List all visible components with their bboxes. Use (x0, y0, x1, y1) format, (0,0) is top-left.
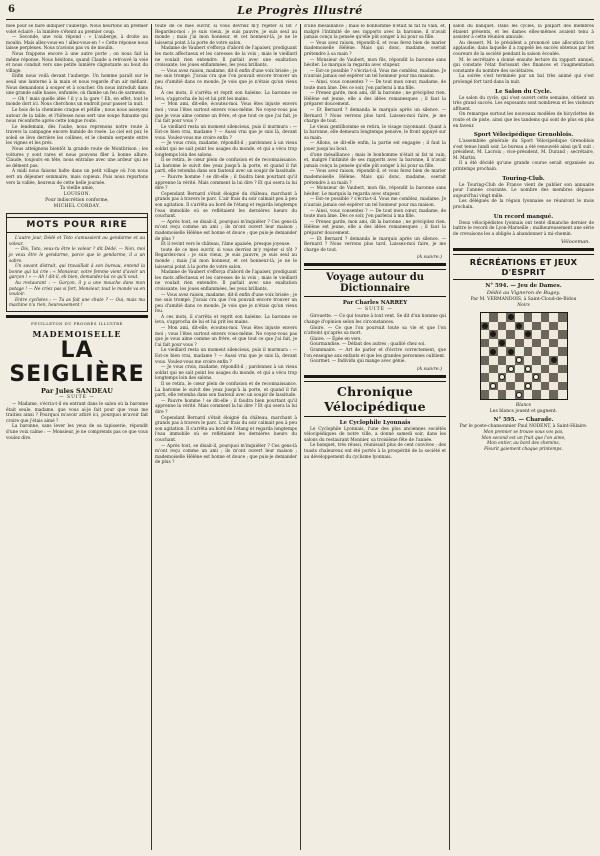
paragraph: salon du banquet. Dans les cycles, la plupart des membres étaient présents, et les dames elles-mêmes avaient tenu à assister à cette réunion amicale. (453, 24, 594, 41)
record-title: Un record manqué. (493, 213, 554, 220)
paragraph: mée pour se faire indiquer l'auberge. Nous heurtons un premier volet éclairé : la lumière s'éteint au premier coup. (6, 24, 148, 35)
paragraph: M. le secrétaire a donné ensuite lecture du rapport annuel, qui constate l'état florissant des finances et l'augmentation constante du nombre des sociétaires. (453, 57, 594, 74)
board-square (524, 339, 533, 348)
dictionary-entry: Grammaire. — Art de parler et d'écrire correctement, que l'on enseigne aux enfants et que les grandes personnes oublient. (304, 347, 446, 359)
paragraph: — Après tout, se disait-il, pourquoi m'inquiéter ? Ces gens-là m'ont reçu comme un ami ; ils m'ont ouvert leur maison ; mademoiselle Hélène est bonne et douce ; que puis-je demander de plus ? (155, 443, 297, 466)
black-piece (490, 349, 496, 355)
board-square (515, 322, 524, 331)
joke: Entre cyclistes : — Tu as fait une chute ? — Oui, mais ma machine n'a rien, heureusement ! (9, 297, 145, 309)
black-piece (508, 349, 514, 355)
board-square (532, 365, 541, 374)
board-square (481, 390, 490, 399)
board-square (558, 330, 567, 339)
serial-suite: — SUITE — (59, 394, 95, 400)
charade-title: N° 595. — Charade. (493, 416, 554, 423)
board-square (506, 313, 515, 322)
paragraph: — Je vous crois, madame, répondit-il ; pardonnez à un vieux soldat qui ne sait point les usages du monde, et qui a vécu trop longtemps loin des salons. (155, 365, 297, 382)
paragraph: Au dessert, M. le président a prononcé une allocution fort applaudie, dans laquelle il a rappelé les succès obtenus par les coureurs de la société pendant la saison écoulée. (453, 40, 594, 57)
board-square (498, 339, 507, 348)
paragraph: — Prenez garde, mon ami, dit la baronne ; ne précipitez rien. Hélène est jeune, elle a des idées romanesques ; il faut la préparer doucement. (304, 91, 446, 108)
paragraph: Madame de Vaubert s'efforça d'abord de l'apaiser, prodiguant les mots affectueux et les caresses de la voix ; mais le vieillard ne voulait rien entendre. Il parlait avec une exaltation croissante, les joues enflammées, les yeux brillants. (155, 46, 297, 69)
letter-body (6, 97, 148, 187)
columns (6, 24, 594, 850)
board-square (481, 339, 490, 348)
page-number: 6 (8, 4, 15, 15)
board-square (541, 313, 550, 322)
board-square (498, 322, 507, 331)
a-suivre: (A suivre.) (416, 255, 442, 261)
paragraph: Deux vélocipédistes lyonnais ont tenté dimanche dernier de battre le record de Lyon-Marseille ; malheureusement une série de crevaisons les a obligés à abandonner à mi-chemin. (453, 220, 594, 237)
velo-signature: Véloceman. (560, 239, 590, 246)
paragraph: — Est-ce possible ? s'écria-t-il. Vous me comblez, madame. Je n'aurais jamais osé espérer un tel honneur pour ma maison. (304, 68, 446, 80)
paragraph: — Et Bernard ? demanda le marquis après un silence. — Bernard ? Nous verrons plus tard. Laissez-moi faire, je me charge de tout. (304, 107, 446, 125)
paragraph: À ces mots, il s'arrêta et reprit son haleine. La baronne se leva, s'approcha de lui et lui prit les mains. (155, 91, 297, 102)
paragraph: Nous atteignons bientôt la grande route de Montbrison ; les voitures y sont rares et nous pouvons filer à bonne allure. Claude, toujours en tête, nous entraîne avec une ardeur qui ne se dément pas. (6, 147, 148, 169)
charade-line: Mon second est un fruit que l'on aime, (481, 435, 566, 441)
serial-title: LA SEIGLIÈRE (9, 337, 145, 387)
paragraph: Le salon du cycle, qui s'est ouvert cette semaine, obtient un très grand succès. Les exposants sont nombreux et les visiteurs affluent. (453, 95, 594, 112)
signature-name: LOUISON. (63, 192, 91, 198)
column-2 (155, 24, 297, 850)
joke: L'autre jour, Dédé et Toto s'amusaient au gendarme et au voleur. (9, 236, 145, 247)
paragraph: Le Touring-Club de France vient de publier son annuaire pour l'année courante. Le nombre des membres dépasse aujourd'hui vingt mille. (453, 182, 594, 199)
paragraph: toute de ce mes ouvrir, si vous devriez m'y rejeter si tôt ? Regardez-moi : je suis vieux, je suis pauvre, je suis seul au monde ; mais j'ai mon honneur, et cet honneur-là, je ne le laisserai point à la porte de votre salon. (155, 247, 297, 270)
a-suivre: (A suivre.) (416, 366, 442, 372)
paragraph: — Ainsi, vous consentez ? — De tout mon cœur, madame, de toute mon âme. Dès ce soir, j'en parlerai à ma fille. (304, 208, 446, 220)
jeu-dedication: Dédié au Vigneron de Bugey. (486, 290, 561, 297)
board-square (506, 347, 515, 356)
board-square (532, 330, 541, 339)
board-square (506, 322, 515, 331)
paragraph: d'une mésalliance ; mais le bonhomme n'était ni fat ni vain, et, malgré l'intimité de ses rapports avec la baronne, il n'avait jamais conçu la pensée qu'elle pût songer à lui pour sa fille. (304, 24, 446, 41)
paragraph: La baronne, sans lever les yeux de sa tapisserie, répondit d'une voix calme : — Monsieur, je ne comprends pas ce que vous voulez dire. (6, 424, 148, 441)
charade-author: Par le poste-chansonnier Paul NODENT, à Saint-Hilaire. (459, 423, 588, 429)
paragraph: — Mon ami, dit-elle, écoutez-moi. Vous êtes injuste envers moi ; vous l'êtes surtout envers vous-même. Ne voyez-vous pas que je vous aime comme un frère, et que tout ce que j'ai fait, je l'ai fait pour vous ? (155, 326, 297, 348)
paragraph: Les délégués de la région lyonnaise se réuniront le mois prochain. (453, 199, 594, 211)
charade-line: Mon entier, au bord des chemins, (487, 441, 560, 447)
paragraph: — Pauvre homme ! se dit-elle ; il faudra bien pourtant qu'il apprenne la vérité. Mais comment la lui dire ? Et qui osera la lui dire ? (155, 398, 297, 415)
voyage-author: Par Charles NARREY (342, 300, 408, 307)
board-square (532, 373, 541, 382)
board-square (489, 339, 498, 348)
jeu-title: N° 594. — Jeu de Dames. (485, 283, 562, 290)
board-square (532, 322, 541, 331)
board-square (489, 330, 498, 339)
dictionary-entry: Girouette. — Ce qui tourne à tout vent. Se dit d'un homme qui change d'opinion selon les circonstances. (304, 314, 446, 325)
paragraph: On remarque surtout les nouveaux modèles de bicyclettes de route et de piste, ainsi que les tandems qui sont de plus en plus en faveur. (453, 112, 594, 129)
board-square (515, 365, 524, 374)
paragraph: La soirée s'est terminée par un bal très animé qui s'est prolongé fort tard dans la nuit. (453, 74, 594, 85)
paragraph: À ces mots, il s'arrêta et reprit son haleine. La baronne se leva, s'approcha de lui et lui prit les mains. (155, 314, 297, 326)
board-square (515, 382, 524, 391)
board-square (515, 339, 524, 348)
author-name: MICHEL CORDAY. (53, 204, 101, 210)
board-square (506, 330, 515, 339)
section-divider (304, 263, 446, 266)
paragraph: Enfin nous voilà devant l'auberge. Un homme paraît sur le seuil une lanterne à la main et nous regarde d'un air méfiant. Nous demandons à souper et à coucher. On nous introduit dans une grande salle basse, enfumée, où flambe un feu de sarments. (6, 74, 148, 97)
jeu-answer: Les blancs jouent et gagnent. (489, 408, 558, 414)
paragraph: — Vous avez raison, répondit-il, et vous ferez bien de marier mademoiselle Hélène. Mais qui donc, madame, oserait prétendre à sa main ? (304, 40, 446, 57)
dictionary-entry: Gourmandise. — Défaut des autres ; qualité chez soi. (310, 342, 426, 348)
dictionary-entry: Gloire. — Ce que l'on poursuit toute sa vie et que l'on n'atteint qu'après sa mort. (304, 325, 446, 337)
board-square (524, 356, 533, 365)
board-square (506, 365, 515, 374)
board-square (515, 390, 524, 399)
board-square (558, 382, 567, 391)
board-square (524, 365, 533, 374)
board-square (558, 356, 567, 365)
board-square (481, 373, 490, 382)
board-square (549, 330, 558, 339)
board-square (515, 313, 524, 322)
serial-kicker: MADEMOISELLE (32, 328, 122, 339)
black-piece (525, 331, 531, 337)
white-piece (533, 374, 539, 380)
board-square (549, 356, 558, 365)
white-piece (525, 366, 531, 372)
board-square (558, 390, 567, 399)
chronique-title: Chronique Vélocipédique (304, 381, 446, 417)
board-square (541, 390, 550, 399)
board-square (532, 313, 541, 322)
sport-title: Sport Vélocipédique Grenoblois. (473, 132, 574, 139)
paragraph: Le Cyclophile Lyonnais, l'une des plus anciennes sociétés vélocipédiques de notre ville, a donné samedi soir, dans les salons du restaurant Monnier, sa troisième fête de l'année. (304, 426, 446, 443)
paragraph: — Est-ce possible ? s'écria-t-il. Vous me comblez, madame. Je n'aurais jamais osé espérer un tel honneur pour ma maison. (304, 197, 446, 208)
paragraph: — Vous avez raison, madame, dit-il enfin d'une voix brisée ; je me suis trompé. J'avais cru que l'on pouvait encore trouver un peu d'amitié dans ce monde. Je vois que je n'étais qu'un vieux fou. (155, 292, 297, 315)
board-square (549, 365, 558, 374)
paragraph: Cependant Bernard s'était éloigné du château, marchant à grands pas à travers le parc. L'air frais du soir calmait peu à peu son agitation. Il s'arrêta au bord de l'étang et regarda longtemps l'eau immobile où se reflétaient les dernières lueurs du couchant. (155, 191, 297, 220)
paragraph: — Pauvre homme ! se dit-elle ; il faudra bien pourtant qu'il apprenne la vérité. Mais comment la lui dire ? Et qui osera la lui dire ? (155, 175, 297, 192)
charade-line: Mon premier se trouve sous vos pas, (483, 429, 564, 435)
board-square (558, 347, 567, 356)
board-square (506, 339, 515, 348)
joke: — Dis, Toto, veux-tu être le voleur ? dit Dédé. — Non, moi je veux être le gendarme, parce que le gendarme, il a un sabre. (9, 247, 145, 264)
dictionary-entry: Glaive. — Épée en vers. (310, 336, 362, 342)
mots-pour-rire-header: MOTS POUR RIRE (7, 217, 147, 233)
white-piece (516, 392, 522, 398)
board-square (498, 347, 507, 356)
paragraph: Il se retira, le cœur plein de confusion et de reconnaissance. La baronne le suivit des yeux jusqu'à la porte, et quand il fut parti, elle retomba dans son fauteuil avec un soupir de lassitude. (155, 382, 297, 399)
board-square (549, 390, 558, 399)
black-piece (516, 323, 522, 329)
paragraph: L'assemblée générale du Sport Vélocipédique Grenoblois s'est tenue lundi soir. Le bureau a été renouvelé ainsi qu'il suit : président, M. Lacroix ; vice-président, M. Durand ; secrétaire, M. Martin. (453, 139, 594, 161)
black-piece (499, 340, 505, 346)
voyage-title: Voyage autour du Dictionnaire (304, 269, 446, 297)
white-piece (525, 383, 531, 389)
paragraph: d'une mésalliance ; mais le bonhomme n'était ni fat ni vain, et, malgré l'intimité de ses rapports avec la baronne, il n'avait jamais conçu la pensée qu'elle pût songer à lui pour sa fille. (304, 152, 446, 169)
board-square (524, 330, 533, 339)
paragraph: Le lendemain, dès l'aube, nous reprenons notre route à travers la campagne encore humide de rosée. Le ciel est pur, le soleil se lève derrière les collines, et le chemin serpente entre les vignes et les prés. (6, 124, 148, 147)
salon-title: Le Salon du Cycle. (495, 88, 552, 95)
board-square (541, 356, 550, 365)
chronique-subtitle: Le Cyclophile Lyonnais (339, 419, 411, 426)
black-piece (551, 357, 557, 363)
board-square (506, 390, 515, 399)
paragraph: Le banquet, très réussi, réunissait plus de cent convives ; des toasts chaleureux ont été portés à la prospérité de la société et au développement du cyclisme lyonnais. (304, 443, 446, 460)
board-square (524, 322, 533, 331)
newspaper-page (6, 4, 594, 852)
board-square (524, 390, 533, 399)
board-square (549, 313, 558, 322)
paragraph: toute de ce mes ouvrir, si vous devriez m'y rejeter si tôt ? Regardez-moi : je suis vieux, je suis pauvre, je suis seul au monde ; mais j'ai mon honneur, et cet honneur-là, je ne le laisserai point à la porte de votre salon. (155, 24, 297, 46)
board-square (541, 365, 550, 374)
board-square (489, 365, 498, 374)
board-square (506, 356, 515, 365)
board-square (524, 347, 533, 356)
board-square (498, 390, 507, 399)
board-square (549, 347, 558, 356)
board-square (506, 382, 515, 391)
paragraph: Le vieux gentilhomme se retira, le visage rayonnant. Quant à la baronne, elle demeura longtemps pensive, le front appuyé sur sa main. (304, 124, 446, 141)
board-square (489, 373, 498, 382)
board-square (541, 339, 550, 348)
paragraph: Le vieillard resta un moment silencieux, puis il murmura : — Est-ce bien vrai, madame ? — Aussi vrai que je suis là, devant vous. Voulez-vous me croire enfin ? (155, 348, 297, 365)
white-piece (508, 366, 514, 372)
paragraph: — Prenez garde, mon ami, dit la baronne ; ne précipitez rien. Hélène est jeune, elle a des idées romanesques ; il faut la préparer doucement. (304, 219, 446, 236)
paragraph: — Vous avez raison, madame, dit-il enfin d'une voix brisée ; je me suis trompé. J'avais cru que l'on pouvait encore trouver un peu d'amitié dans ce monde. Je vois que je n'étais qu'un vieux fou. (155, 68, 297, 91)
board-square (541, 347, 550, 356)
board-square (489, 356, 498, 365)
paragraph: Le bois de la cheminée craque et pétille ; nous nous asseyons autour de la table, et l'hôtesse nous sert une soupe fumante qui nous réconforte après cette longue route. (6, 107, 148, 125)
board-square (549, 322, 558, 331)
touring-title: Touring-Club. (502, 175, 545, 182)
jeu-author: Par M. VERMANDOIS, à Saint-Cloud-de-Bidou (470, 296, 577, 302)
board-square (498, 356, 507, 365)
board-square (558, 339, 567, 348)
board-square (558, 322, 567, 331)
board-square (481, 356, 490, 365)
white-piece (516, 357, 522, 363)
board-square (489, 322, 498, 331)
board-square (549, 339, 558, 348)
paragraph: — Monsieur de Vaubert, mon fils, répondit la baronne sans hésiter. Le marquis la regarda avec stupeur. (304, 186, 446, 197)
feuilleton-label: FEUILLETON DU PROGRÈS ILLUSTRÉ (31, 320, 123, 326)
board-square (549, 373, 558, 382)
serial-author: Par Jules SANDEAU (41, 386, 113, 395)
column-1 (6, 24, 148, 850)
paragraph: — Oh ! mais quelle idée ! il y a la gare ! Eh, en effet, tout le monde dort ici. Nous cherchons un endroit pour passer la nuit. (6, 96, 148, 108)
paragraph: Il se retira, le cœur plein de confusion et de reconnaissance. La baronne le suivit des yeux jusqu'à la porte, et quand il fut parti, elle retomba dans son fauteuil avec un soupir de lassitude. (155, 158, 297, 175)
paragraph: — Vous avez raison, répondit-il, et vous ferez bien de marier mademoiselle Hélène. Mais qui donc, madame, oserait prétendre à sa main ? (304, 169, 446, 186)
paragraph: Cependant Bernard s'était éloigné du château, marchant à grands pas à travers le parc. L'air frais du soir calmait peu à peu son agitation. Il s'arrêta au bord de l'étang et regarda longtemps l'eau immobile où se reflétaient les dernières lueurs du couchant. (155, 415, 297, 443)
board-square (498, 365, 507, 374)
board-square (515, 347, 524, 356)
board-square (532, 339, 541, 348)
paragraph: — Je vous crois, madame, répondit-il ; pardonnez à un vieux soldat qui ne sait point les usages du monde, et qui a vécu trop longtemps loin des salons. (155, 141, 297, 158)
board-square (541, 382, 550, 391)
board-square (498, 373, 507, 382)
paragraph: — Allons, se dit-elle enfin, la partie est engagée ; il faut la jouer jusqu'au bout. (304, 141, 446, 153)
board-square (541, 330, 550, 339)
paragraph: — Monsieur de Vaubert, mon fils, répondit la baronne sans hésiter. Le marquis la regarda avec stupeur. (304, 57, 446, 69)
paragraph: Madame de Vaubert s'efforça d'abord de l'apaiser, prodiguant les mots affectueux et les caresses de la voix ; mais le vieillard ne voulait rien entendre. Il parlait avec une exaltation croissante, les joues enflammées, les yeux brillants. (155, 270, 297, 292)
board-label-top: Noirs (517, 302, 530, 308)
board-square (558, 365, 567, 374)
board-square (481, 322, 490, 331)
section-divider (304, 375, 446, 378)
voyage-suite: — SUITE — (357, 307, 393, 313)
board-square (515, 330, 524, 339)
white-piece (490, 383, 496, 389)
board-square (532, 356, 541, 365)
letter-intro (6, 24, 148, 97)
board-square (541, 322, 550, 331)
board-square (489, 390, 498, 399)
board-square (506, 373, 515, 382)
paragraph: À midi nous faisons halte dans un petit village où l'on nous sert un déjeuner sommaire, mais copieux. Puis nous repartons vers la vallée, heureux de cette belle journée. (6, 169, 148, 186)
board-square (481, 347, 490, 356)
board-square (481, 313, 490, 322)
newspaper-title: Le Progrès Illustré (237, 4, 363, 17)
board-label-bottom: Blancs (515, 402, 532, 408)
signature-closing: Ta vieille amie, (59, 186, 95, 192)
board-square (515, 373, 524, 382)
paragraph: Nous frappons encore à une autre porte ; on nous fait la même réponse. Nous hésitons, quand Claude a retrouvé la voie et nous conduit vers une petite lumière clignotante au bout du village. (6, 51, 148, 74)
joke: Au restaurant : — Garçon, il y a une mouche dans mon potage ! — Ne criez pas si fort, Monsieur, tout le monde va en vouloir. (9, 280, 145, 298)
board-square (549, 382, 558, 391)
black-piece (508, 314, 514, 320)
paragraph: — Madame, s'écria-t-il en entrant dans le salon où la baronne était seule, madame, que vous ai-je fait pour que vous me traitiez ainsi ? Pourquoi m'avoir attiré ici, pourquoi m'avoir fait croire que j'étais aimé ? (6, 401, 148, 424)
paragraph: — Après tout, se disait-il, pourquoi m'inquiéter ? Ces gens-là m'ont reçu comme un ami ; ils m'ont ouvert leur maison ; mademoiselle Hélène est bonne et douce ; que puis-je demander de plus ? (155, 219, 297, 242)
board-square (498, 313, 507, 322)
paragraph: — Ainsi, vous consentez ? — De tout mon cœur, madame, de toute mon âme. Dès ce soir, j'en parlerai à ma fille. (304, 79, 446, 91)
charade-line: Fleurit gaiement chaque printemps. (484, 446, 563, 452)
board-square (524, 313, 533, 322)
paragraph: Et il revint vers le château, l'âme apaisée, presque joyeuse. (161, 242, 291, 248)
board-square (481, 365, 490, 374)
section-divider (453, 248, 594, 251)
copy-note: Pour indiscrétion conforme, (45, 198, 109, 204)
checkers-board (480, 312, 568, 400)
black-piece (482, 323, 488, 329)
board-square (481, 382, 490, 391)
column-4 (453, 24, 594, 850)
board-square (532, 382, 541, 391)
board-square (558, 373, 567, 382)
black-piece (490, 331, 496, 337)
board-square (532, 390, 541, 399)
board-square (489, 347, 498, 356)
board-square (498, 330, 507, 339)
mots-pour-rire-box (6, 213, 148, 312)
page-header (6, 4, 594, 20)
board-square (489, 313, 498, 322)
section-divider (6, 315, 148, 318)
board-square (489, 382, 498, 391)
paragraph: — Et Bernard ? demanda le marquis après un silence. — Bernard ? Nous verrons plus tard. Laissez-moi faire, je me charge de tout. (304, 236, 446, 253)
board-square (558, 313, 567, 322)
board-square (524, 373, 533, 382)
joke: Un savant distrait, qui travaillait à son bureau, entend la bonne qui lui crie : « Monsieur, votre femme vient d'avoir un garçon ! » — Ah ! dit-il, eh bien, demandez-lui ce qu'il veut. (9, 264, 145, 281)
paragraph: — Mon ami, dit-elle, écoutez-moi. Vous êtes injuste envers moi ; vous l'êtes surtout envers vous-même. Ne voyez-vous pas que je vous aime comme un frère, et que tout ce que j'ai fait, je l'ai fait pour vous ? (155, 102, 297, 125)
board-square (498, 382, 507, 391)
board-square (541, 373, 550, 382)
board-square (532, 347, 541, 356)
paragraph: Il a été décidé qu'une grande course serait organisée au printemps prochain. (453, 161, 594, 173)
column-3 (304, 24, 446, 850)
board-square (481, 330, 490, 339)
dictionary-entry: Gourmet. — Individu qui mange avec génie. (310, 359, 406, 365)
white-piece (499, 374, 505, 380)
recreations-header: RÉCRÉATIONS ET JEUX D'ESPRIT (453, 254, 594, 280)
paragraph: Le vieillard resta un moment silencieux, puis il murmura : — Est-ce bien vrai, madame ? — Aussi vrai que je suis là, devant vous. Voulez-vous me croire enfin ? (155, 124, 297, 141)
board-square (524, 382, 533, 391)
paragraph: — Seconde, une voix répond : « L'auberge, à droite au moulin. Mais allez-vous-en ! allez-vous-en ! » Cette réponse nous laisse perplexes. Nous n'avions pas vu de moulin. (6, 35, 148, 52)
board-square (515, 356, 524, 365)
